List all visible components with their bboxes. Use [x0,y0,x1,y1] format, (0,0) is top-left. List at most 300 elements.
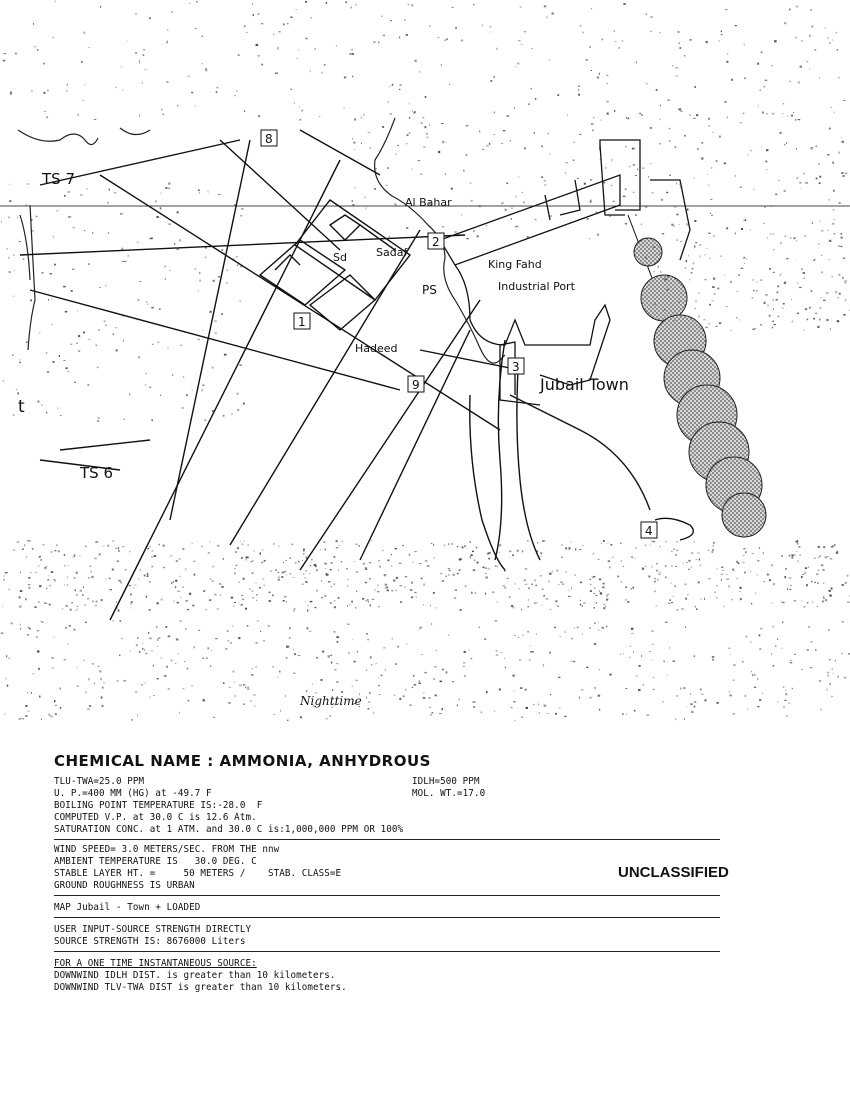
noise-speck [423,693,425,694]
noise-speck [558,584,560,585]
noise-speck [519,588,520,590]
noise-speck [394,203,396,205]
noise-speck [605,168,607,169]
noise-speck [579,134,581,135]
noise-speck [101,696,103,698]
noise-speck [706,248,708,249]
noise-speck [153,665,154,667]
noise-speck [675,554,677,556]
noise-speck [650,163,651,164]
noise-speck [645,545,646,546]
noise-speck [189,593,191,595]
noise-speck [735,233,737,235]
noise-speck [423,697,426,699]
noise-speck [79,555,80,556]
noise-speck [446,39,448,40]
noise-speck [63,286,66,288]
noise-speck [419,71,421,72]
noise-speck [773,299,774,301]
noise-speck [194,646,195,648]
noise-speck [44,602,45,604]
noise-speck [402,545,404,546]
noise-speck [145,384,146,385]
noise-speck [679,47,681,49]
noise-speck [395,548,397,550]
noise-speck [729,691,730,692]
noise-speck [48,714,50,716]
noise-speck [497,566,499,568]
noise-speck [349,604,350,605]
noise-speck [376,663,377,664]
noise-speck [684,718,685,719]
noise-speck [379,566,381,568]
noise-speck [46,588,47,589]
noise-speck [129,551,130,552]
noise-speck [255,583,256,584]
noise-speck [782,622,783,624]
noise-speck [191,92,193,94]
noise-speck [369,147,371,149]
noise-speck [667,661,668,662]
noise-speck [648,576,650,578]
noise-speck [844,281,846,282]
noise-speck [382,126,384,128]
noise-speck [124,680,127,682]
noise-speck [298,655,300,656]
noise-speck [603,540,605,542]
noise-speck [762,693,763,694]
noise-speck [252,560,254,562]
noise-speck [293,610,295,612]
noise-speck [383,35,385,37]
noise-speck [732,569,734,571]
noise-speck [521,717,523,718]
noise-speck [423,146,425,147]
noise-speck [792,321,793,322]
noise-speck [654,591,656,593]
noise-speck [205,247,207,248]
noise-speck [466,154,468,156]
noise-speck [823,596,824,598]
noise-speck [555,713,557,715]
noise-speck [344,107,345,108]
noise-speck [32,230,34,231]
noise-speck [160,193,161,195]
noise-speck [637,168,638,170]
noise-speck [387,167,388,169]
noise-speck [252,4,253,5]
noise-speck [730,281,732,283]
noise-speck [791,299,792,301]
noise-speck [494,76,495,78]
noise-speck [171,660,172,662]
noise-speck [227,270,228,272]
noise-speck [743,562,745,563]
noise-speck [227,282,228,283]
noise-speck [416,596,417,598]
noise-speck [726,227,728,229]
noise-speck [674,320,675,321]
noise-speck [827,689,828,691]
noise-speck [586,667,588,668]
noise-speck [525,569,527,570]
noise-speck [516,66,517,67]
noise-speck [83,587,84,588]
noise-speck [374,188,376,190]
noise-speck [174,243,176,244]
noise-speck [187,609,189,610]
noise-speck [683,563,684,565]
noise-speck [809,35,810,37]
noise-speck [362,598,364,600]
noise-speck [235,695,236,696]
noise-speck [841,621,844,622]
noise-speck [589,579,591,580]
noise-speck [753,329,755,330]
noise-speck [734,570,735,571]
noise-speck [247,625,249,626]
noise-speck [144,649,145,650]
noise-speck [354,661,356,663]
noise-speck [506,578,508,579]
noise-speck [652,192,654,193]
noise-speck [20,624,21,626]
noise-speck [157,646,158,647]
noise-speck [763,302,765,304]
noise-speck [780,274,781,275]
noise-speck [76,594,78,595]
noise-speck [633,164,635,166]
instantaneous-source: FOR A ONE TIME INSTANTANEOUS SOURCE: [54,958,257,969]
noise-speck [841,246,843,247]
noise-speck [675,718,677,720]
noise-speck [470,556,471,558]
noise-speck [399,698,401,700]
label-hadeed: Hadeed [355,342,398,355]
noise-speck [98,666,100,667]
noise-speck [836,551,838,553]
noise-speck [731,79,733,81]
noise-speck [213,280,215,282]
noise-speck [434,557,436,559]
noise-speck [772,65,773,66]
noise-speck [157,602,159,604]
noise-speck [246,32,247,33]
noise-speck [276,73,278,75]
noise-speck [599,591,600,592]
noise-speck [775,194,777,195]
noise-speck [1,632,4,634]
noise-speck [514,635,516,636]
noise-speck [810,148,813,150]
noise-speck [243,403,245,405]
noise-speck [384,574,387,576]
noise-speck [254,551,255,552]
noise-speck [187,668,189,670]
noise-speck [471,592,472,594]
noise-speck [541,145,543,147]
noise-speck [433,678,435,679]
noise-speck [41,405,42,406]
noise-speck [834,112,835,113]
noise-speck [310,70,311,72]
noise-speck [609,566,610,568]
noise-speck [839,202,841,204]
noise-speck [195,28,197,29]
noise-speck [213,566,214,568]
noise-speck [334,556,336,558]
noise-speck [659,32,660,33]
noise-speck [744,572,746,574]
noise-speck [631,556,633,558]
noise-speck [288,646,290,647]
noise-speck [241,208,243,209]
noise-speck [676,183,677,185]
noise-speck [119,655,120,657]
noise-speck [161,599,163,601]
noise-speck [815,49,817,50]
noise-speck [47,89,48,91]
noise-speck [689,114,691,116]
noise-speck [679,224,680,225]
noise-speck [30,300,32,302]
noise-speck [490,32,491,33]
noise-speck [783,687,785,688]
noise-speck [828,629,829,631]
noise-speck [381,16,382,18]
idlh-distance: DOWNWIND IDLH DIST. is greater than 10 kilometers. [54,970,336,981]
noise-speck [521,44,523,45]
noise-speck [546,713,548,714]
noise-speck [630,646,631,647]
noise-speck [699,244,701,245]
noise-speck [593,576,595,578]
noise-speck [286,658,288,659]
noise-speck [620,543,621,544]
noise-speck [606,75,608,76]
noise-speck [429,707,431,708]
noise-speck [388,86,390,87]
noise-speck [700,255,701,257]
noise-speck [679,301,680,303]
noise-speck [791,554,794,556]
noise-speck [421,654,424,655]
noise-speck [412,687,413,688]
noise-speck [569,590,570,592]
noise-speck [602,627,604,629]
noise-speck [356,544,358,546]
noise-speck [302,560,303,561]
noise-speck [597,234,599,236]
noise-speck [348,652,350,653]
noise-speck [696,559,697,560]
noise-speck [791,115,793,117]
noise-speck [762,112,764,114]
noise-speck [525,584,528,585]
noise-speck [17,393,19,395]
noise-speck [183,376,184,378]
noise-speck [676,214,678,216]
noise-speck [13,254,14,255]
noise-speck [726,306,727,307]
noise-speck [747,709,748,711]
noise-speck [809,307,811,309]
noise-speck [400,601,402,603]
noise-speck [804,277,805,279]
noise-speck [700,599,702,600]
handwritten-note: Nighttime [300,694,362,708]
noise-speck [638,665,640,667]
noise-speck [801,268,802,270]
noise-speck [100,678,102,680]
noise-speck [23,718,24,720]
noise-speck [88,577,90,579]
noise-speck [653,689,655,690]
noise-speck [141,684,142,685]
noise-speck [124,419,125,420]
noise-speck [580,582,582,584]
noise-speck [19,606,22,608]
noise-speck [352,76,353,78]
noise-speck [379,694,380,695]
noise-speck [31,692,32,694]
noise-speck [801,576,803,578]
noise-speck [419,680,421,681]
noise-speck [49,585,51,586]
noise-speck [237,393,239,395]
noise-speck [832,40,834,41]
noise-speck [370,604,371,606]
noise-speck [827,556,829,557]
noise-speck [66,90,68,92]
noise-speck [186,600,188,601]
noise-speck [40,621,42,622]
noise-speck [67,584,69,585]
noise-speck [825,27,826,29]
noise-speck [474,702,476,703]
noise-speck [414,592,416,593]
noise-speck [428,698,431,699]
noise-speck [40,559,42,560]
noise-speck [448,574,449,576]
noise-speck [739,591,741,592]
noise-speck [683,687,685,689]
noise-speck [64,565,65,567]
noise-speck [326,718,328,719]
noise-speck [452,681,454,682]
noise-speck [785,235,787,237]
noise-speck [163,545,165,547]
noise-speck [838,77,839,79]
noise-speck [400,585,402,586]
noise-speck [527,540,529,541]
noise-speck [462,547,464,549]
noise-speck [316,657,318,659]
noise-speck [566,162,568,163]
noise-speck [571,661,572,662]
noise-speck [691,711,693,713]
noise-speck [82,100,85,101]
noise-speck [600,159,602,160]
noise-speck [283,23,284,25]
noise-speck [320,550,321,551]
noise-speck [830,558,831,559]
noise-speck [240,215,242,216]
noise-speck [530,645,531,646]
noise-speck [650,127,652,129]
noise-speck [56,544,57,546]
noise-speck [665,541,666,543]
label-ps: PS [422,283,437,297]
noise-speck [184,661,185,662]
noise-speck [832,668,833,669]
noise-speck [258,13,260,15]
noise-speck [385,669,386,671]
noise-speck [700,565,702,566]
noise-speck [334,631,336,633]
noise-speck [710,258,711,260]
label-ts6: TS 6 [80,464,113,482]
noise-speck [819,680,821,681]
noise-speck [686,562,688,563]
noise-speck [684,55,686,56]
noise-speck [817,582,819,584]
noise-speck [598,622,599,623]
computed-vp: COMPUTED V.P. at 30.0 C is 12.6 Atm. [54,812,257,823]
noise-speck [631,633,633,634]
noise-speck [62,609,63,610]
noise-speck [321,597,323,598]
noise-speck [198,339,200,341]
noise-speck [251,561,252,562]
noise-speck [816,178,818,180]
noise-speck [210,666,211,667]
noise-speck [399,563,402,564]
noise-speck [825,556,828,558]
noise-speck [56,210,58,211]
noise-speck [421,578,423,580]
noise-speck [664,660,665,662]
noise-speck [494,112,495,114]
noise-speck [606,599,608,601]
noise-speck [67,565,69,566]
noise-speck [411,597,413,599]
noise-speck [33,23,34,25]
noise-speck [294,608,295,610]
noise-speck [607,599,609,600]
noise-speck [487,553,489,555]
noise-speck [520,7,522,8]
noise-speck [548,580,549,582]
noise-speck [102,705,104,707]
plume-circle [722,493,766,537]
noise-speck [770,234,771,235]
noise-speck [424,126,426,128]
noise-speck [704,319,706,320]
noise-speck [589,238,590,239]
noise-speck [614,30,615,32]
noise-speck [822,601,824,603]
noise-speck [763,552,764,554]
noise-speck [709,304,711,306]
noise-speck [843,314,845,316]
noise-speck [122,247,123,248]
noise-speck [744,263,745,264]
noise-speck [774,324,776,325]
noise-speck [774,40,777,42]
noise-speck [217,608,219,610]
noise-speck [354,119,356,121]
